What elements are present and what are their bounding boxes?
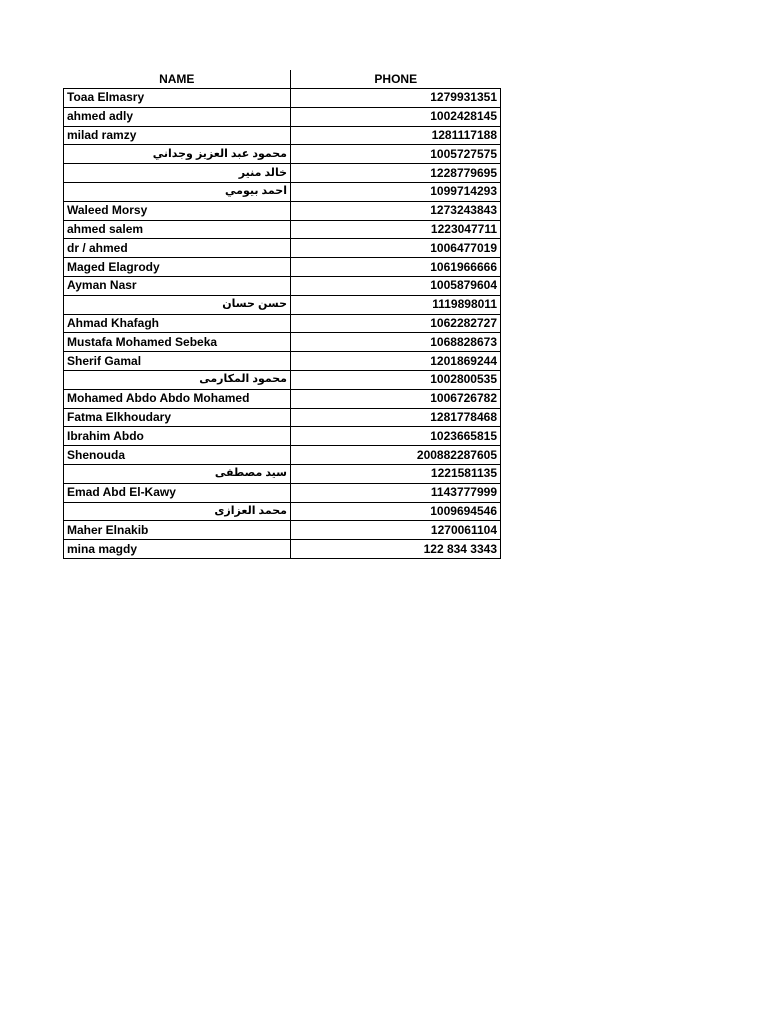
contact-name-cell: محمود المكارمى — [64, 370, 291, 389]
contact-name-cell: Toaa Elmasry — [64, 89, 291, 108]
contact-name-cell: خالد منير — [64, 164, 291, 183]
contact-name-cell: ahmed adly — [64, 107, 291, 126]
table-row — [64, 89, 501, 108]
contact-name-cell: محمود عبد العزيز وجداني — [64, 145, 291, 164]
table-body — [64, 89, 501, 559]
contact-phone-cell: 122 834 3343 — [291, 540, 501, 559]
contact-name-cell: سيد مصطفى — [64, 464, 291, 483]
contact-phone-cell: 1009694546 — [291, 502, 501, 521]
contact-phone-cell: 1002800535 — [291, 370, 501, 389]
contact-phone-cell: 1143777999 — [291, 483, 501, 502]
contact-name-cell: Sherif Gamal — [64, 352, 291, 371]
contacts-sheet — [63, 70, 500, 559]
table-row — [64, 220, 501, 239]
table-row — [64, 239, 501, 258]
table-row — [64, 521, 501, 540]
table-row — [64, 182, 501, 201]
contact-phone-cell: 1062282727 — [291, 314, 501, 333]
contact-name-cell: Ahmad Khafagh — [64, 314, 291, 333]
contact-name-cell: حسن حسان — [64, 295, 291, 314]
contact-phone-cell: 1005879604 — [291, 276, 501, 295]
contact-phone-cell: 1023665815 — [291, 427, 501, 446]
contact-name-cell: Emad Abd El-Kawy — [64, 483, 291, 502]
table-row — [64, 352, 501, 371]
header-row — [64, 70, 501, 89]
table-header — [64, 70, 501, 89]
table-row — [64, 145, 501, 164]
contact-name-cell: محمد العزازى — [64, 502, 291, 521]
table-row — [64, 408, 501, 427]
table-row — [64, 126, 501, 145]
contacts-table — [63, 70, 501, 559]
contact-phone-cell: 1068828673 — [291, 333, 501, 352]
table-row — [64, 164, 501, 183]
contact-name-cell: Mustafa Mohamed Sebeka — [64, 333, 291, 352]
table-row — [64, 201, 501, 220]
contact-name-cell: Waleed Morsy — [64, 201, 291, 220]
table-row — [64, 314, 501, 333]
contact-name-cell: dr / ahmed — [64, 239, 291, 258]
contact-phone-cell: 1281117188 — [291, 126, 501, 145]
contact-name-cell: milad ramzy — [64, 126, 291, 145]
contact-phone-cell: 1279931351 — [291, 89, 501, 108]
contact-phone-cell: 200882287605 — [291, 446, 501, 465]
contact-phone-cell: 1002428145 — [291, 107, 501, 126]
table-row — [64, 446, 501, 465]
contact-phone-cell: 1221581135 — [291, 464, 501, 483]
table-row — [64, 502, 501, 521]
contact-name-cell: Maher Elnakib — [64, 521, 291, 540]
contact-phone-cell: 1119898011 — [291, 295, 501, 314]
table-row — [64, 483, 501, 502]
contact-phone-cell: 1228779695 — [291, 164, 501, 183]
contact-phone-cell: 1281778468 — [291, 408, 501, 427]
table-row — [64, 295, 501, 314]
contact-phone-cell: 1270061104 — [291, 521, 501, 540]
contact-name-cell: Fatma Elkhoudary — [64, 408, 291, 427]
contact-name-cell: mina magdy — [64, 540, 291, 559]
contact-name-cell: احمد بيومي — [64, 182, 291, 201]
contact-name-cell: Mohamed Abdo Abdo Mohamed — [64, 389, 291, 408]
contact-name-cell: Shenouda — [64, 446, 291, 465]
name-column-header: NAME — [64, 70, 291, 89]
table-row — [64, 464, 501, 483]
contact-phone-cell: 1006726782 — [291, 389, 501, 408]
table-row — [64, 333, 501, 352]
contact-phone-cell: 1061966666 — [291, 258, 501, 277]
table-row — [64, 258, 501, 277]
table-row — [64, 427, 501, 446]
contact-phone-cell: 1223047711 — [291, 220, 501, 239]
contact-name-cell: Ayman Nasr — [64, 276, 291, 295]
contact-name-cell: Ibrahim Abdo — [64, 427, 291, 446]
table-row — [64, 107, 501, 126]
contact-phone-cell: 1273243843 — [291, 201, 501, 220]
contact-name-cell: Maged Elagrody — [64, 258, 291, 277]
phone-column-header: PHONE — [374, 72, 418, 86]
table-row — [64, 370, 501, 389]
contact-phone-cell: 1099714293 — [291, 182, 501, 201]
table-row — [64, 389, 501, 408]
table-row — [64, 276, 501, 295]
contact-phone-cell: 1005727575 — [291, 145, 501, 164]
table-row — [64, 540, 501, 559]
contact-phone-cell: 1006477019 — [291, 239, 501, 258]
contact-phone-cell: 1201869244 — [291, 352, 501, 371]
contact-name-cell: ahmed salem — [64, 220, 291, 239]
